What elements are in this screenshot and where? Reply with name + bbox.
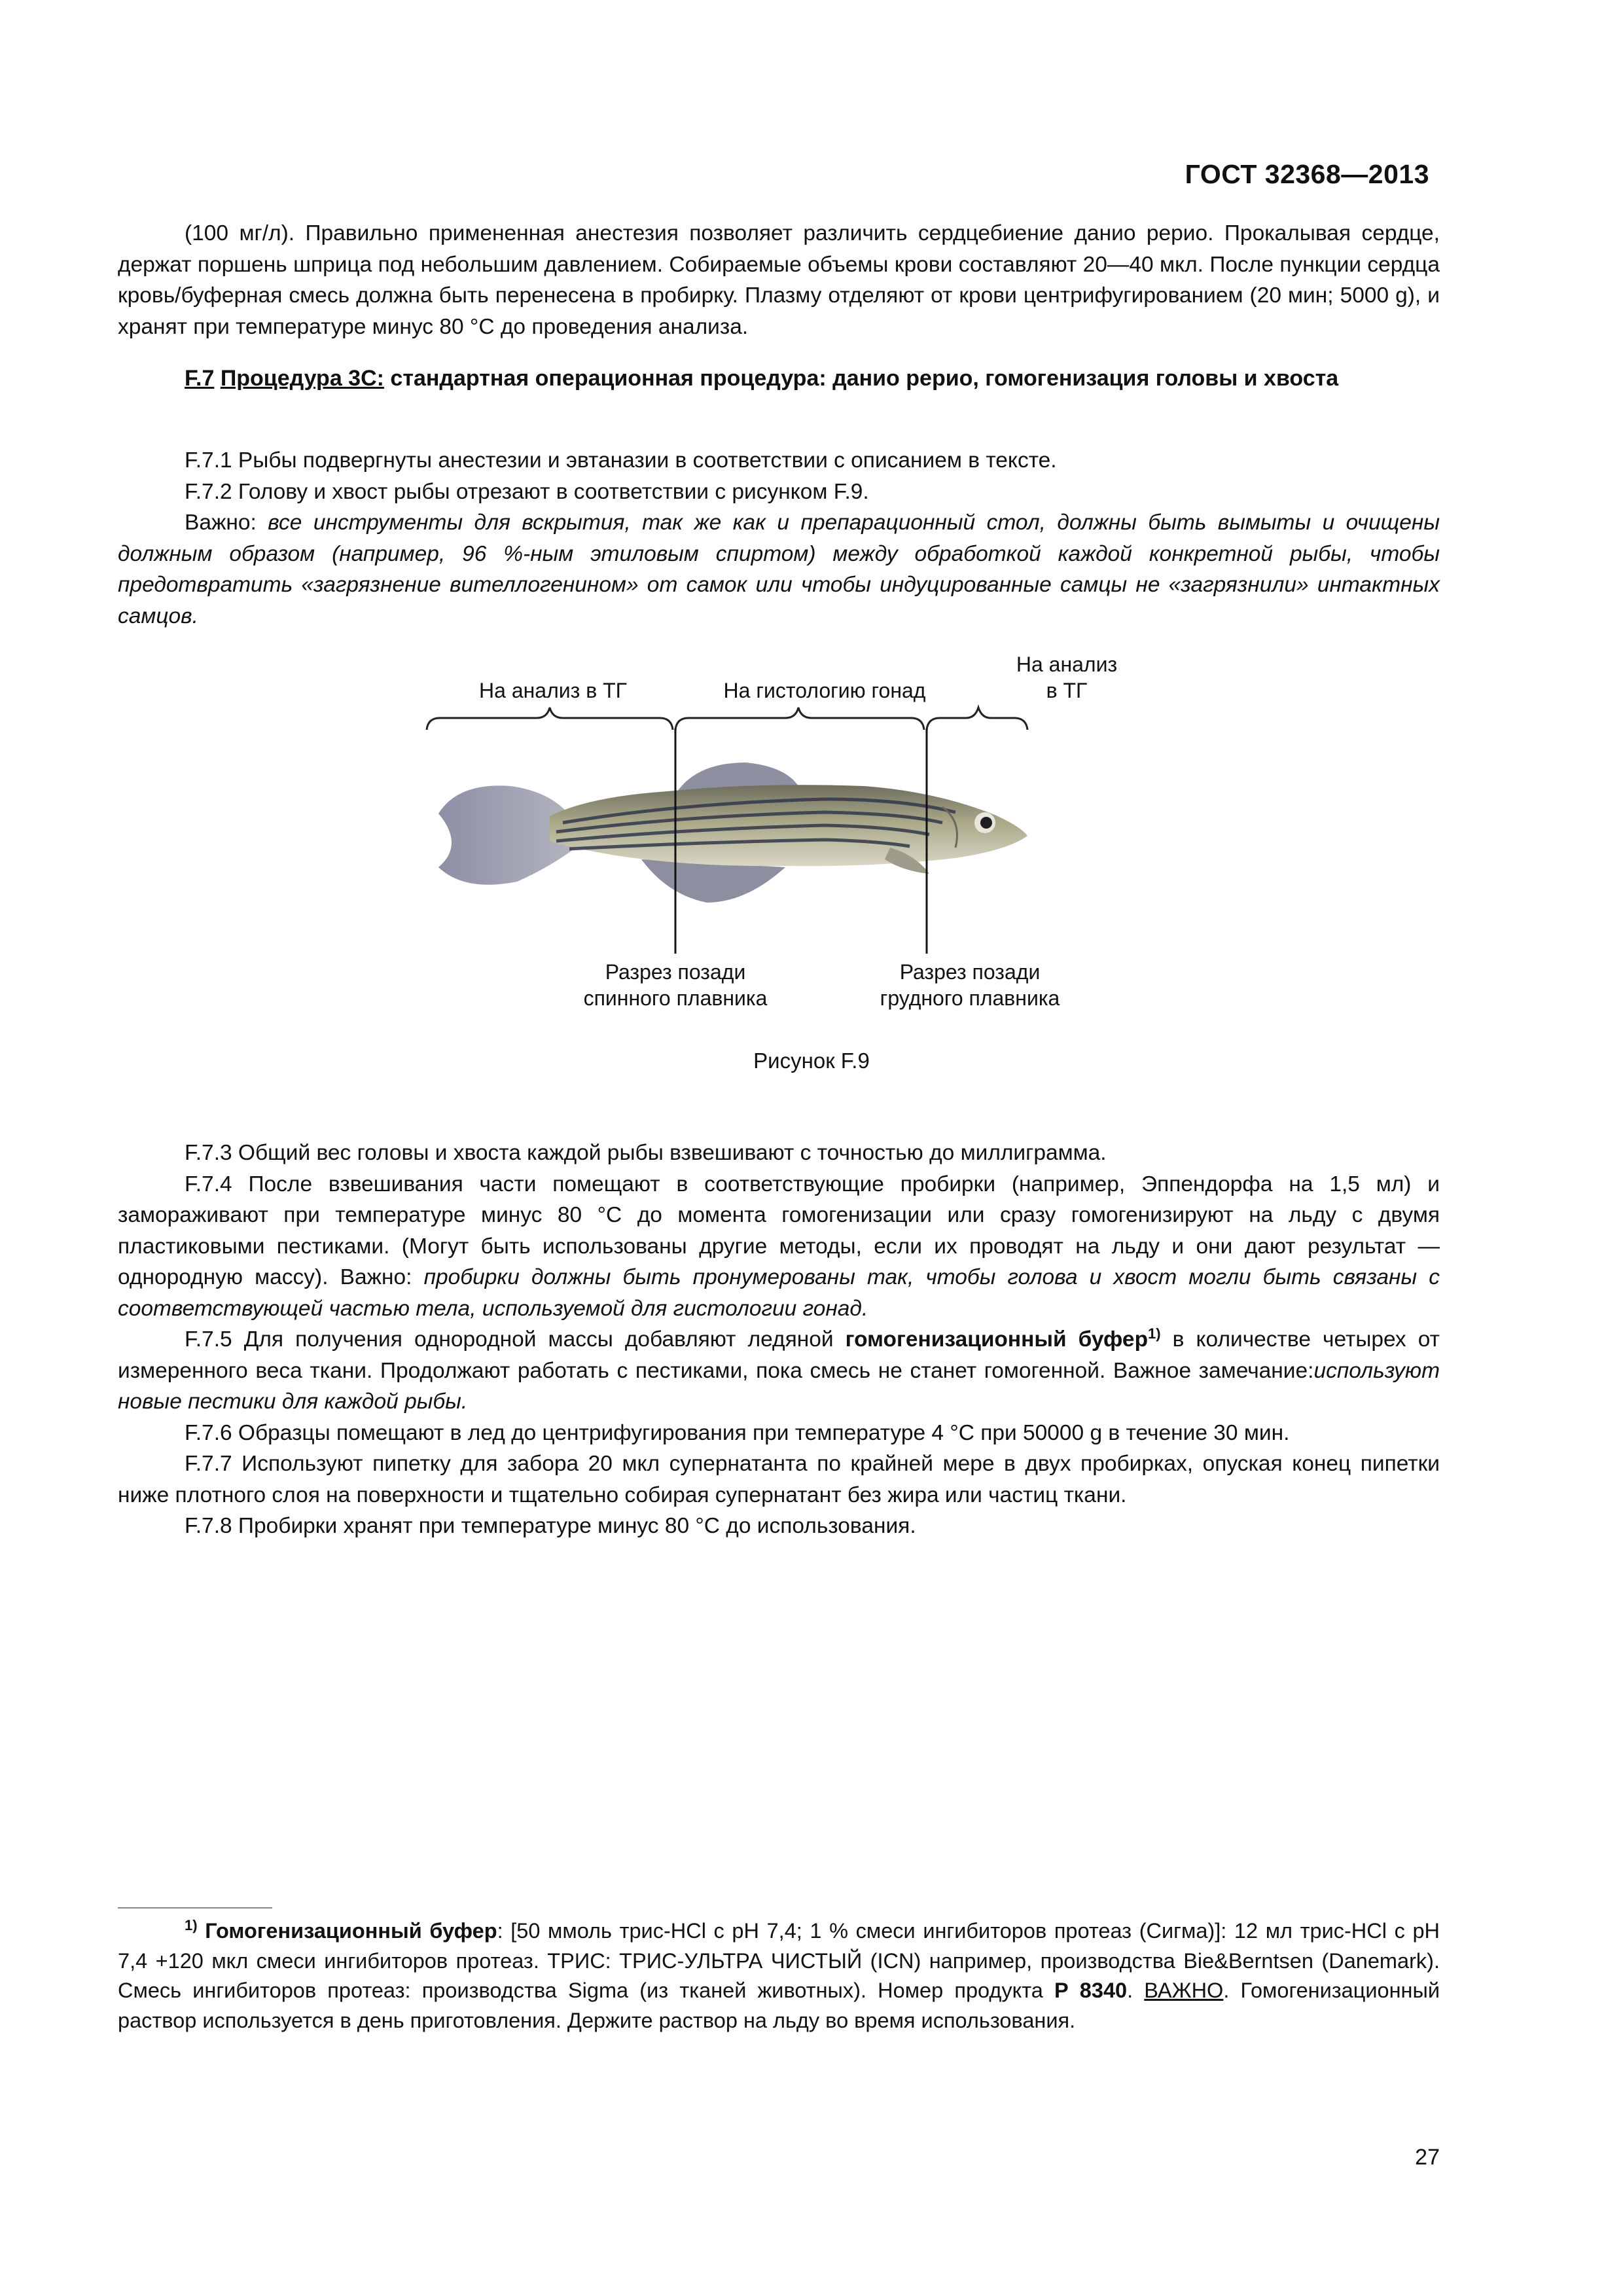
paragraphs-before-figure xyxy=(118,445,1440,632)
footnote-marker: 1) xyxy=(185,1917,198,1934)
paragraph-f78: F.7.8 Пробирки хранят при температуре минус 80 °С до использования. xyxy=(185,1514,916,1538)
bracket-middle xyxy=(675,708,924,730)
label-cut-pectoral-line1: Разрез позади xyxy=(899,960,1041,984)
footnote-reference[interactable]: 1) xyxy=(1148,1325,1161,1342)
footnote: $^{1)}$ Гомогенизационный буфер: [50 ммоль трис-HCl с pH 7,4; 1 % смеси ингибиторов протеаз (Сигма)]: 12 мл трис-HCl с pH 7,4 +120 мкл смеси ингибиторов протеаз. ТРИС: ТРИС-УЛЬТРА ЧИСТЫЙ (ICN) например, производства Bie&Berntsen (Danemark). Смесь ингибиторов протеаз: производства Sigma (из тканей животных). Номер продукта Р 8340. ВАЖНО. Гомогенизационный раствор используется в день приготовления. Держите раствор на льду во время использования. xyxy=(118,1917,1440,2032)
label-head-analysis-line2: в ТГ xyxy=(1046,679,1088,702)
intro-paragraph: (100 мг/л). Правильно примененная анестезия позволяет различить сердцебиение данио рерио. Прокалывая сердце, держат поршень шприца под небольшим давлением. Собираемые объемы крови составляют 20—40 мкл. После пункции сердца кровь/буферная смесь должна быть перенесена в пробирку. Плазму отделяют от крови центрифугированием (20 мин; 5000 g), и хранят при температуре минус 80 °С до проведения анализа. xyxy=(118,221,1440,339)
intro-block xyxy=(118,218,1440,342)
section-title-rest: стандартная операционная процедура: данио рерио, гомогенизация головы и хвоста xyxy=(383,366,1339,391)
label-tail-analysis: На анализ в ТГ xyxy=(479,679,627,702)
label-cut-pectoral-line2: грудного плавника xyxy=(880,986,1060,1010)
label-gonad-histology: На гистологию гонад xyxy=(723,679,926,702)
section-title-underlined: Процедура 3С: xyxy=(220,366,384,391)
label-head-analysis-line1: На анализ xyxy=(1016,653,1118,676)
paragraph-f73: F.7.3 Общий вес головы и хвоста каждой рыбы взвешивают с точностью до миллиграмма. xyxy=(185,1141,1107,1165)
section-number: F.7 xyxy=(185,366,215,391)
label-cut-dorsal-line1: Разрез позади xyxy=(605,960,746,984)
important-word: ВАЖНО xyxy=(1144,1979,1224,2002)
section-heading xyxy=(118,363,1440,395)
bracket-head xyxy=(927,708,1027,730)
paragraph-f75: F.7.5 Для получения однородной массы добавляют ледяной гомогенизационный буфер$^{1)}$ в количестве четырех от измеренного веса ткани. Продолжают работать с пестиками, пока смесь не станет гомогенной. Важное замечание:используют новые пестики для каждой рыбы. xyxy=(118,1325,1440,1414)
paragraph-f76: F.7.6 Образцы помещают в лед до центрифугирования при температуре 4 °С при 50000 g в течение 30 мин. xyxy=(185,1420,1290,1445)
paragraph-f72: F.7.2 Голову и хвост рыбы отрезают в соответствии с рисунком F.9. xyxy=(185,479,869,504)
figure-f9 xyxy=(419,651,1152,1031)
paragraph-important-note: Важно: все инструменты для вскрытия, так же как и препарационный стол, должны быть вымыты и очищены должным образом (например, 96 %-ным этиловым спиртом) между обработкой каждой конкретной рыбы, чтобы предотвратить «загрязнение вителлогенином» от самок или чтобы индуцированные самцы не «загрязнили» интактных самцов. xyxy=(118,511,1440,628)
brackets xyxy=(427,708,1027,730)
buffer-term: гомогенизационный буфер xyxy=(845,1327,1149,1352)
paragraph-f77: F.7.7 Используют пипетку для забора 20 мкл супернатанта по крайней мере в двух пробирках, опуская конец пипетки ниже плотного слоя на поверхности и тщательно собирая супернатант без жира или частиц ткани. xyxy=(118,1452,1440,1507)
bracket-tail xyxy=(427,708,673,730)
fish-picture xyxy=(438,762,1027,903)
paragraph-f71: F.7.1 Рыбы подвергнуты анестезии и эвтаназии в соответствии с описанием в тексте. xyxy=(185,448,1057,473)
product-number: Р 8340 xyxy=(1054,1979,1128,2002)
page-number: 27 xyxy=(1415,2145,1440,2170)
paragraph-f74: F.7.4 После взвешивания части помещают в соответствующие пробирки (например, Эппендорфа на 1,5 мл) и замораживают при температуре минус 80 °С до момента гомогенизации или сразу гомогенизируют на льду с двумя пластиковыми пестиками. (Могут быть использованы другие методы, если их проводят на льду и они дают результат — однородную массу). Важно: пробирки должны быть пронумерованы так, чтобы голова и хвост могли быть связаны с соответствующей частью тела, используемой для гистологии гонад. xyxy=(118,1172,1440,1321)
document-header: ГОСТ 32368—2013 xyxy=(1185,159,1429,189)
footnote-separator xyxy=(118,1907,272,1909)
figure-caption: Рисунок F.9 xyxy=(753,1049,870,1073)
paragraphs-after-figure xyxy=(118,1138,1440,1542)
footnote-term: Гомогенизационный буфер xyxy=(205,1919,497,1943)
label-cut-dorsal-line2: спинного плавника xyxy=(583,986,768,1010)
